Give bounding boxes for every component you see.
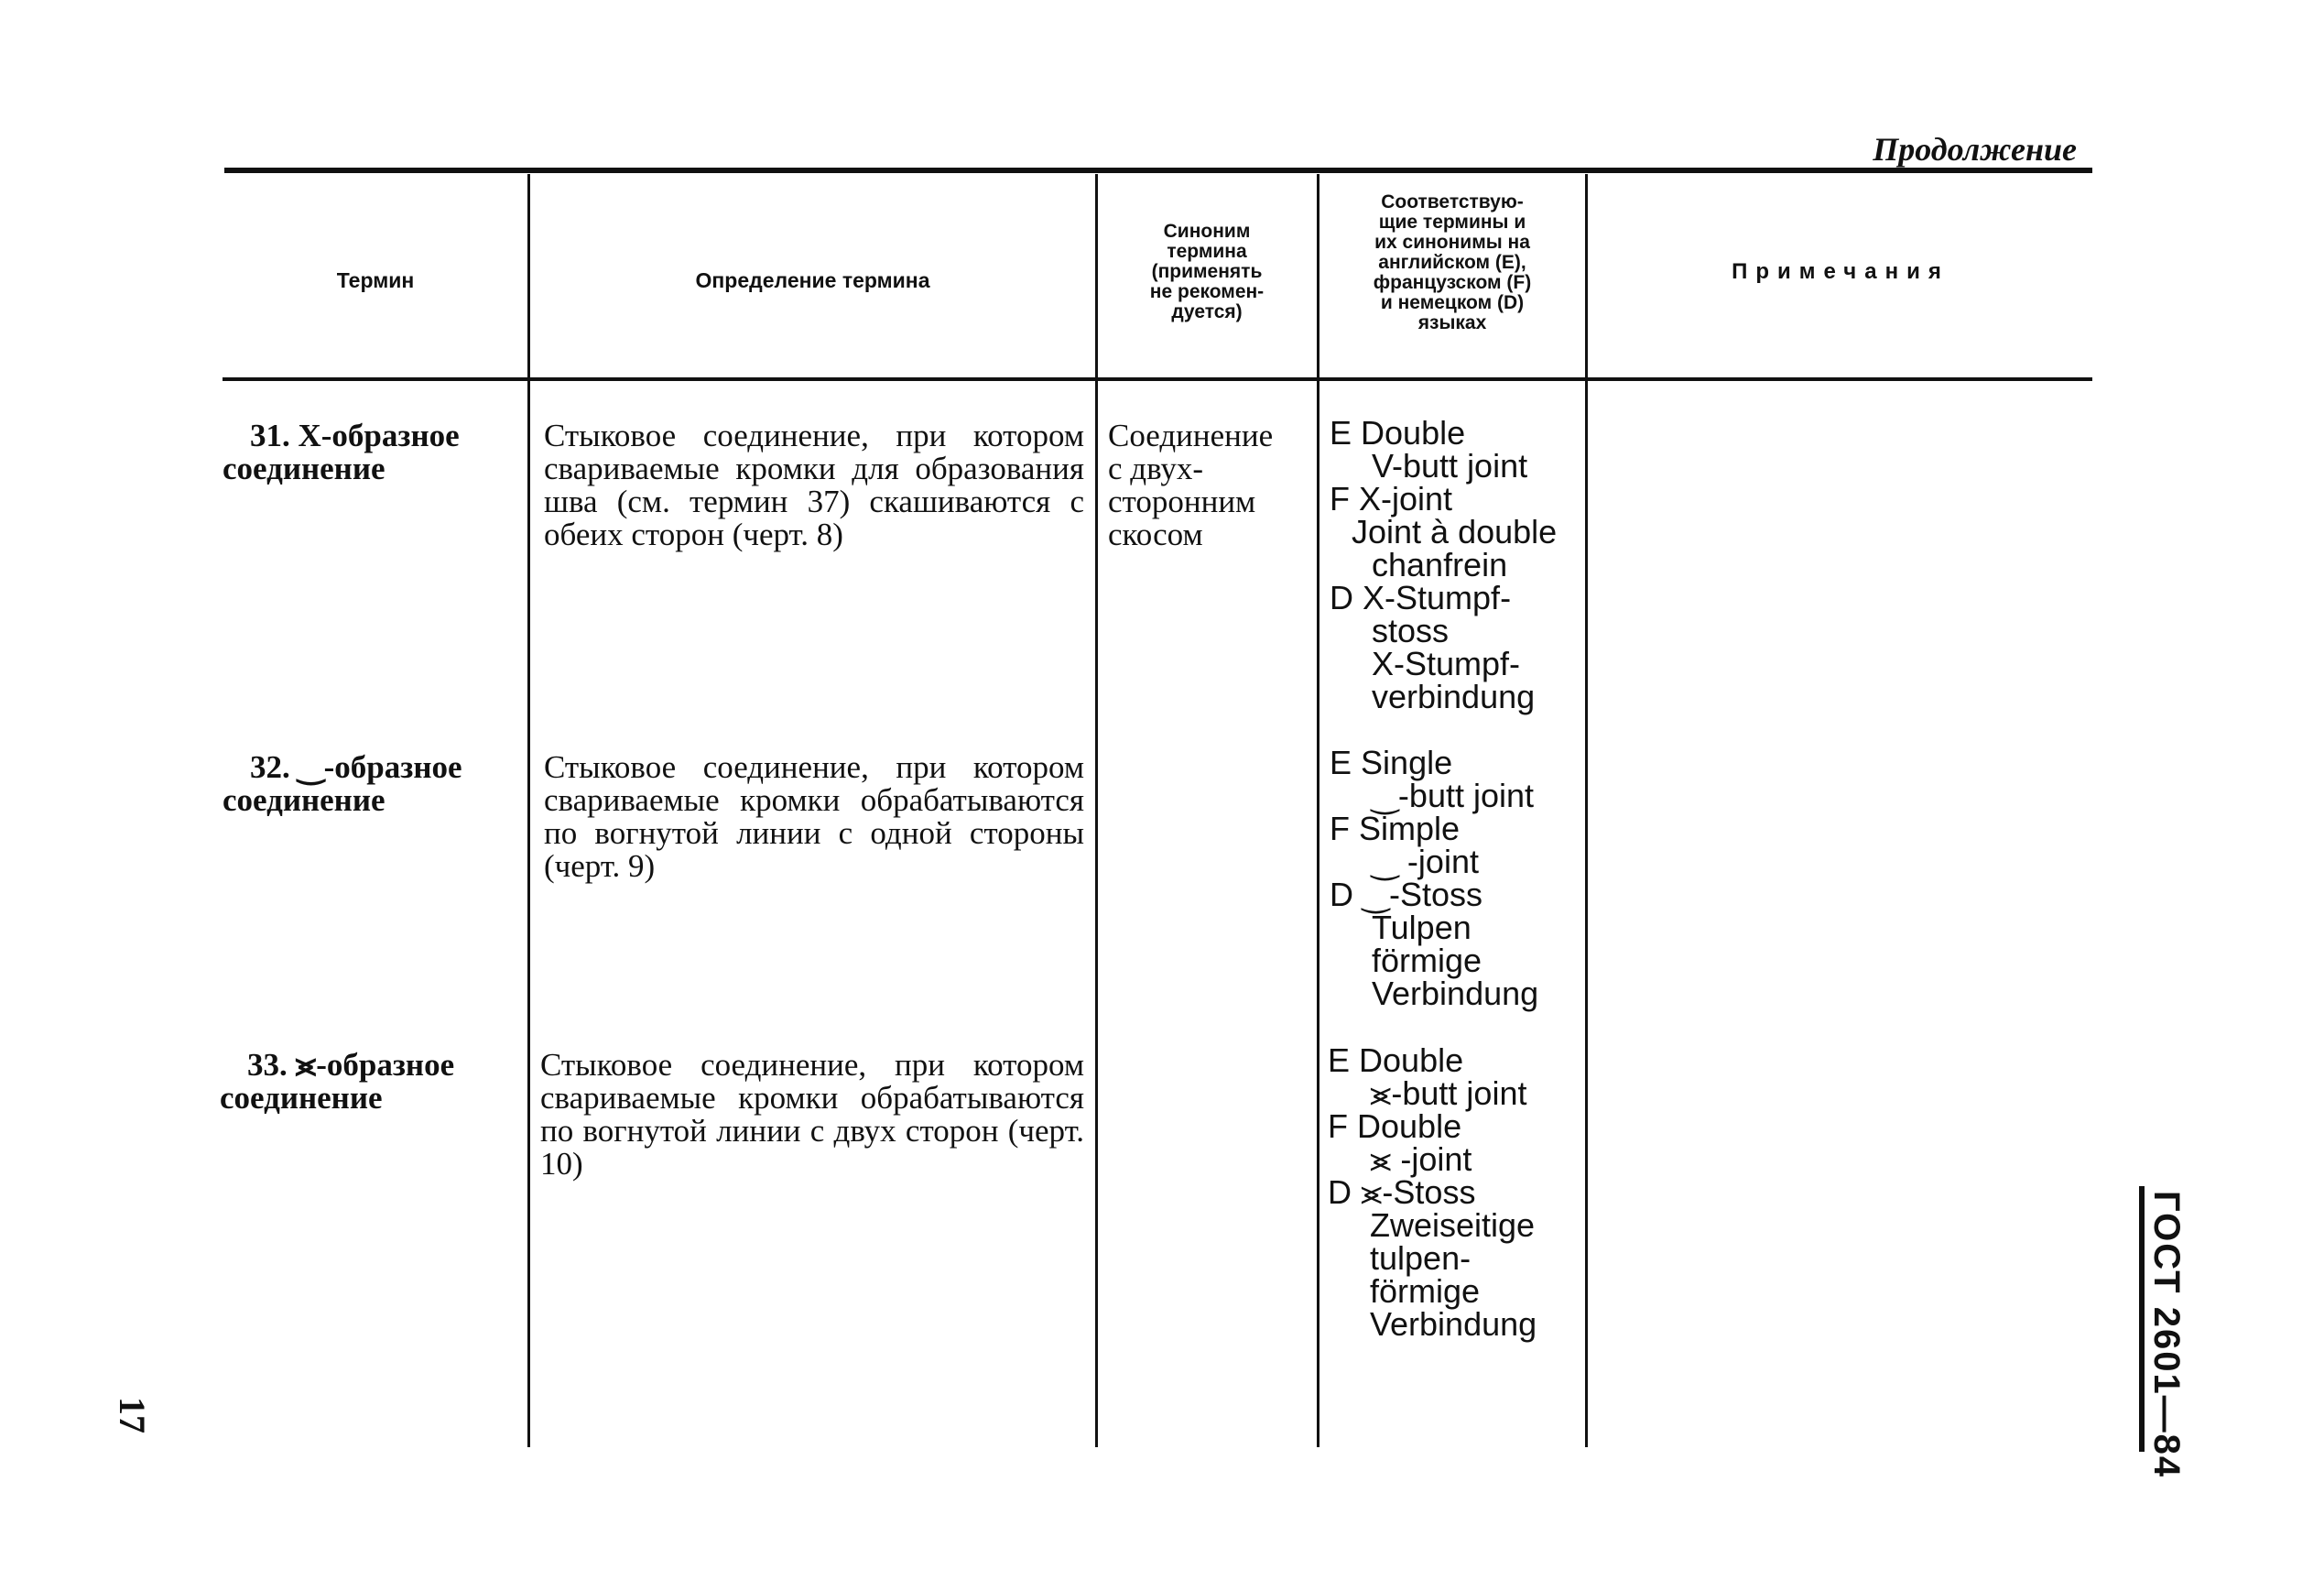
synonym-31: Соединение с двух- сторонним скосом	[1108, 418, 1274, 552]
term-32: 32. ‿-образное соединение	[223, 749, 462, 818]
equivalents-33: E Double ⪤-butt joint F Double ⪤ -joint D ⪤-Stoss Zweiseitige tulpen- förmige Verbindung	[1328, 1041, 1537, 1343]
term-33: 33. ⪤-образное соединение	[220, 1047, 455, 1116]
column-divider-3	[1317, 174, 1319, 1447]
header-equivalents: Соответствую- щие термины и их синонимы на английском (E), французском (F) и немецком (D) языках	[1373, 191, 1532, 333]
equivalents-32: E Single ‿-butt joint F Simple ‿ -joint D ‿-Stoss Tulpen förmige Verbindung	[1330, 744, 1539, 1012]
gost-label: ГОСТ 2601—84	[2146, 1191, 2187, 1479]
equivalents-31: E Double V-butt joint F X-joint Joint à double chanfrein D X-Stumpf- stoss X-Stumpf- verbindung	[1330, 414, 1558, 715]
header-term: Термин	[336, 268, 415, 292]
continuation-label: Продолжение	[1873, 131, 2077, 168]
definition-33: Стыковое соединение, при котором свариваемые кромки обрабатываются по вогнутой линии с двух сторон (черт. 10)	[540, 1047, 1084, 1182]
definition-31: Стыковое соединение, при котором свариваемые кромки для образования шва (см. термин 37) скашиваются с обеих сторон (черт. 8)	[544, 418, 1084, 552]
column-divider-2	[1095, 174, 1098, 1447]
gost-bar	[2139, 1186, 2145, 1452]
header-synonym: Синоним термина (применять не рекомен- дуется)	[1149, 221, 1265, 322]
page-number: 17	[112, 1397, 153, 1433]
header-rule	[223, 377, 2092, 381]
header-definition: Определение термина	[695, 268, 930, 292]
top-rule	[224, 168, 2092, 173]
term-31: 31. X-образное соединение	[223, 418, 460, 486]
definition-32: Стыковое соединение, при котором свариваемые кромки обрабатываются по вогнутой линии с одной стороны (черт. 9)	[544, 749, 1084, 884]
header-notes: Примечания	[1732, 259, 1949, 284]
column-divider-1	[527, 174, 530, 1447]
